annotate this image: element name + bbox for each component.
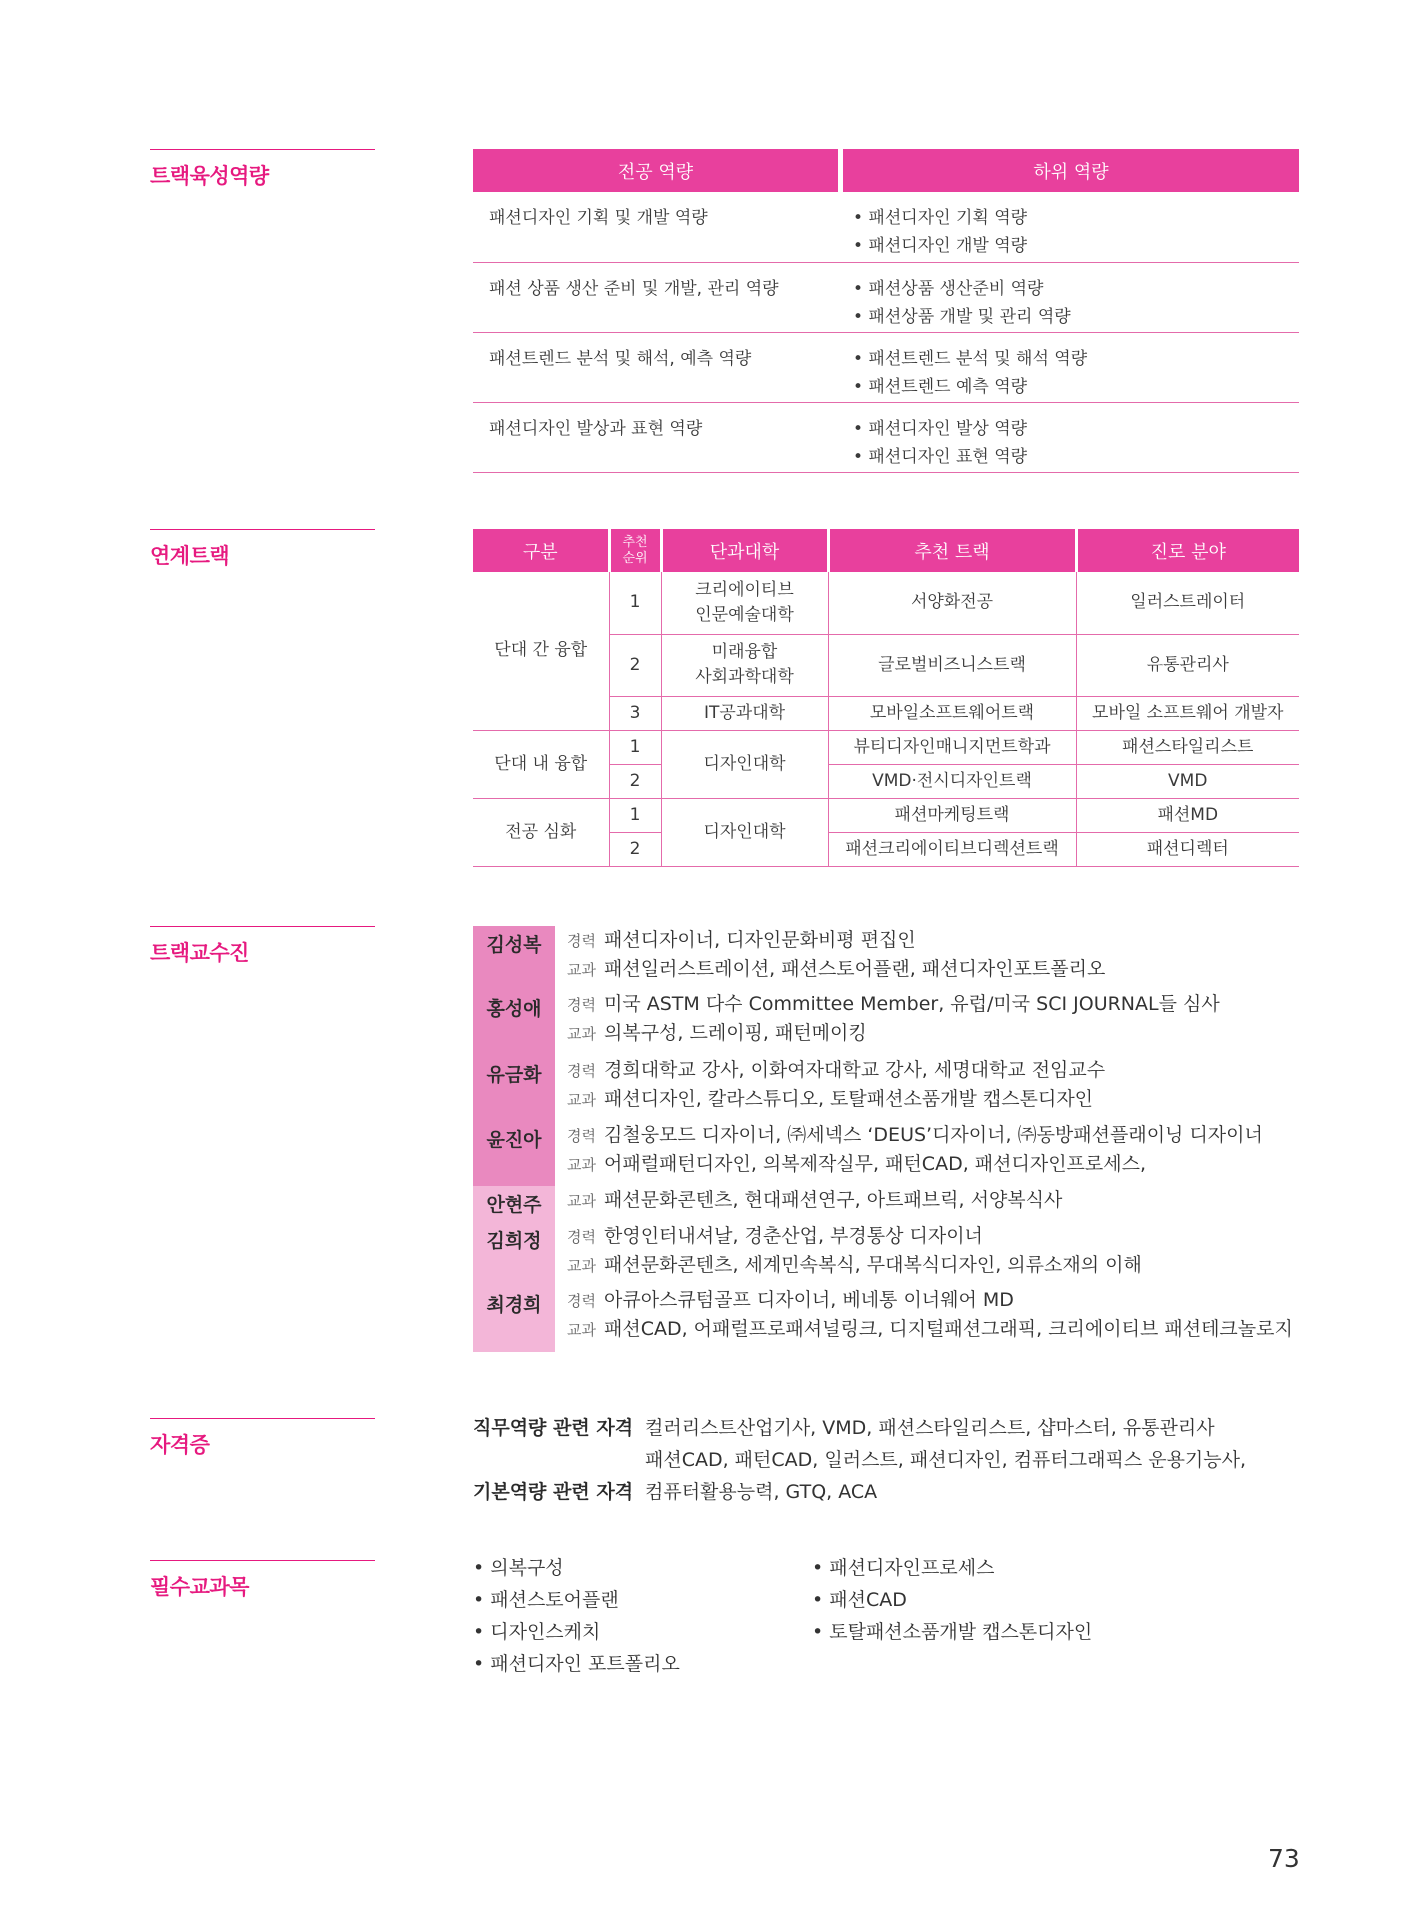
faculty-detail: 경희대학교 강사, 이화여자대학교 강사, 세명대학교 전임교수 bbox=[603, 1059, 1106, 1081]
faculty-detail: 아큐아스큐텀골프 디자이너, 베네통 이너웨어 MD bbox=[603, 1289, 1014, 1311]
group-cell: 전공 심화 bbox=[473, 798, 609, 866]
sub-competency: • 패션디자인 발상 역량 bbox=[853, 418, 1028, 439]
track-cell: 글로벌비즈니스트랙 bbox=[828, 634, 1076, 696]
list-item: • 패션CAD bbox=[812, 1584, 1092, 1616]
table-row bbox=[473, 402, 1299, 472]
faculty-name: 김희정 bbox=[473, 1222, 555, 1286]
faculty-tag: 경력 bbox=[567, 1127, 596, 1145]
rank-cell: 2 bbox=[609, 764, 661, 798]
career-cell: 모바일 소프트웨어 개발자 bbox=[1076, 696, 1299, 730]
certificate-list bbox=[473, 1412, 1246, 1508]
table-row bbox=[473, 262, 1299, 332]
faculty-detail: 패션디자이너, 디자인문화비평 편집인 bbox=[603, 929, 916, 951]
college-cell: 미래융합 사회과학대학 bbox=[661, 634, 828, 696]
table-header: 단과대학 bbox=[661, 529, 828, 572]
faculty-tag: 교과 bbox=[567, 1025, 596, 1043]
major-competency: 패션디자인 발상과 표현 역량 bbox=[473, 402, 838, 472]
career-cell: 패션스타일리스트 bbox=[1076, 730, 1299, 764]
faculty-tag: 교과 bbox=[567, 961, 596, 979]
faculty-tag: 경력 bbox=[567, 1292, 596, 1310]
career-cell: 유통관리사 bbox=[1076, 634, 1299, 696]
track-cell: 모바일소프트웨어트랙 bbox=[828, 696, 1076, 730]
cert-row bbox=[473, 1412, 1246, 1476]
faculty-name: 안현주 bbox=[473, 1186, 555, 1222]
rank-cell: 1 bbox=[609, 572, 661, 634]
faculty-row bbox=[473, 990, 1303, 1056]
faculty-detail: 미국 ASTM 다수 Committee Member, 유럽/미국 SCI JOURNAL들 심사 bbox=[603, 993, 1220, 1015]
sub-competency: • 패션상품 개발 및 관리 역량 bbox=[853, 306, 1071, 327]
table-header: 추천 트랙 bbox=[828, 529, 1076, 572]
table-header: 진로 분야 bbox=[1076, 529, 1299, 572]
faculty-name: 최경희 bbox=[473, 1286, 555, 1352]
table-row bbox=[473, 572, 1299, 634]
faculty-row bbox=[473, 1222, 1303, 1286]
competency-table bbox=[473, 149, 1299, 473]
faculty-detail: 패션문화콘텐츠, 현대패션연구, 아트패브릭, 서양복식사 bbox=[603, 1189, 1063, 1211]
list-item: • 디자인스케치 bbox=[473, 1616, 680, 1648]
table-row bbox=[473, 798, 1299, 832]
section-title: 필수교과목 bbox=[150, 1575, 249, 1599]
section-title: 트랙육성역량 bbox=[150, 164, 269, 188]
required-courses-left bbox=[473, 1552, 680, 1680]
rank-cell: 2 bbox=[609, 634, 661, 696]
faculty-tag: 교과 bbox=[567, 1091, 596, 1109]
section-label-competency bbox=[150, 149, 375, 190]
faculty-name: 유금화 bbox=[473, 1056, 555, 1121]
rank-cell: 3 bbox=[609, 696, 661, 730]
linked-track-table bbox=[473, 529, 1299, 867]
rank-cell: 1 bbox=[609, 730, 661, 764]
faculty-name: 홍성애 bbox=[473, 990, 555, 1056]
major-competency: 패션 상품 생산 준비 및 개발, 관리 역량 bbox=[473, 262, 838, 332]
sub-competencies bbox=[843, 332, 1299, 402]
faculty-name: 윤진아 bbox=[473, 1121, 555, 1186]
major-competency: 패션디자인 기획 및 개발 역량 bbox=[473, 192, 838, 262]
sub-competency: • 패션디자인 표현 역량 bbox=[853, 446, 1028, 467]
faculty-detail: 한영인터내셔날, 경춘산업, 부경통상 디자이너 bbox=[603, 1225, 983, 1247]
faculty-tag: 경력 bbox=[567, 996, 596, 1014]
sub-competency: • 패션디자인 개발 역량 bbox=[853, 236, 1028, 256]
college-cell: IT공과대학 bbox=[661, 696, 828, 730]
sub-competencies bbox=[843, 402, 1299, 472]
section-label-faculty bbox=[150, 926, 375, 967]
table-header bbox=[609, 529, 661, 572]
rank-cell: 2 bbox=[609, 832, 661, 866]
cert-items: 컬러리스트산업기사, VMD, 패션스타일리스트, 샵마스터, 유통관리사 bbox=[645, 1417, 1215, 1439]
faculty-detail: 어패럴패턴디자인, 의복제작실무, 패턴CAD, 패션디자인프로세스, bbox=[603, 1153, 1147, 1175]
faculty-row bbox=[473, 1286, 1303, 1352]
faculty-detail: 패션일러스트레이션, 패션스토어플랜, 패션디자인포트폴리오 bbox=[603, 958, 1106, 980]
rank-header: 추천 순위 bbox=[622, 534, 648, 566]
section-label-cert bbox=[150, 1418, 375, 1459]
major-competency: 패션트렌드 분석 및 해석, 예측 역량 bbox=[473, 332, 838, 402]
table-row bbox=[473, 332, 1299, 402]
career-cell: 패션디렉터 bbox=[1076, 832, 1299, 866]
cert-items: 패션CAD, 패턴CAD, 일러스트, 패션디자인, 컴퓨터그래픽스 운용기능사, bbox=[645, 1449, 1247, 1471]
faculty-list bbox=[473, 926, 1303, 1352]
faculty-row bbox=[473, 1056, 1303, 1121]
group-cell: 단대 간 융합 bbox=[473, 572, 609, 730]
faculty-tag: 경력 bbox=[567, 1228, 596, 1246]
section-title: 자격증 bbox=[150, 1433, 210, 1457]
career-cell: 패션MD bbox=[1076, 798, 1299, 832]
track-cell: 뷰티디자인매니지먼트학과 bbox=[828, 730, 1076, 764]
rank-cell: 1 bbox=[609, 798, 661, 832]
list-item: • 의복구성 bbox=[473, 1552, 680, 1584]
track-cell: 패션마케팅트랙 bbox=[828, 798, 1076, 832]
sub-competency: • 패션트렌드 예측 역량 bbox=[853, 376, 1028, 397]
faculty-name: 김성복 bbox=[473, 926, 555, 990]
faculty-tag: 경력 bbox=[567, 1062, 596, 1080]
career-cell: VMD bbox=[1076, 764, 1299, 798]
sub-competency: • 패션상품 생산준비 역량 bbox=[853, 278, 1044, 299]
table-header: 전공 역량 bbox=[473, 149, 838, 192]
college-cell: 크리에이티브 인문예술대학 bbox=[661, 572, 828, 634]
faculty-detail: 패션CAD, 어패럴프로패셔널링크, 디지털패션그래픽, 크리에이티브 패션테크놀로지 bbox=[603, 1318, 1293, 1340]
section-label-required bbox=[150, 1560, 375, 1601]
track-cell: 서양화전공 bbox=[828, 572, 1076, 634]
cert-row bbox=[473, 1476, 1246, 1508]
faculty-tag: 교과 bbox=[567, 1156, 596, 1174]
faculty-detail: 김철웅모드 디자이너, ㈜세넥스 ‘DEUS’디자이너, ㈜동방패션플래이닝 디자이너 bbox=[603, 1124, 1263, 1146]
list-item: • 패션스토어플랜 bbox=[473, 1584, 680, 1616]
sub-competency: • 패션트렌드 분석 및 해석 역량 bbox=[853, 348, 1088, 369]
page-number: 73 bbox=[1268, 1844, 1300, 1873]
list-item: • 패션디자인 포트폴리오 bbox=[473, 1648, 680, 1680]
cert-items: 컴퓨터활용능력, GTQ, ACA bbox=[645, 1481, 878, 1503]
required-courses-right bbox=[812, 1552, 1092, 1648]
sub-competency: • 패션디자인 기획 역량 bbox=[853, 208, 1028, 228]
faculty-row bbox=[473, 926, 1303, 990]
faculty-tag: 교과 bbox=[567, 1321, 596, 1339]
table-row bbox=[473, 192, 1299, 262]
sub-competencies bbox=[843, 262, 1299, 332]
list-item: • 토탈패션소품개발 캡스톤디자인 bbox=[812, 1616, 1092, 1648]
faculty-detail: 패션문화콘텐츠, 세계민속복식, 무대복식디자인, 의류소재의 이해 bbox=[603, 1254, 1142, 1276]
college-cell: 디자인대학 bbox=[661, 798, 828, 866]
table-header: 구분 bbox=[473, 529, 609, 572]
faculty-row bbox=[473, 1121, 1303, 1186]
cert-category: 직무역량 관련 자격 bbox=[473, 1417, 634, 1439]
section-label-linked bbox=[150, 529, 375, 570]
college-cell: 디자인대학 bbox=[661, 730, 828, 798]
track-cell: 패션크리에이티브디렉션트랙 bbox=[828, 832, 1076, 866]
section-title: 트랙교수진 bbox=[150, 941, 249, 965]
table-row bbox=[473, 730, 1299, 764]
group-cell: 단대 내 융합 bbox=[473, 730, 609, 798]
faculty-tag: 교과 bbox=[567, 1192, 596, 1210]
section-title: 연계트랙 bbox=[150, 544, 230, 568]
cert-category: 기본역량 관련 자격 bbox=[473, 1481, 634, 1503]
faculty-tag: 교과 bbox=[567, 1257, 596, 1275]
faculty-detail: 패션디자인, 칼라스튜디오, 토탈패션소품개발 캡스톤디자인 bbox=[603, 1088, 1094, 1110]
faculty-tag: 경력 bbox=[567, 932, 596, 950]
sub-competencies bbox=[843, 192, 1299, 262]
list-item: • 패션디자인프로세스 bbox=[812, 1552, 1092, 1584]
faculty-detail: 의복구성, 드레이핑, 패턴메이킹 bbox=[603, 1022, 867, 1044]
career-cell: 일러스트레이터 bbox=[1076, 572, 1299, 634]
track-cell: VMD·전시디자인트랙 bbox=[828, 764, 1076, 798]
table-header: 하위 역량 bbox=[843, 149, 1299, 192]
faculty-row bbox=[473, 1186, 1303, 1222]
